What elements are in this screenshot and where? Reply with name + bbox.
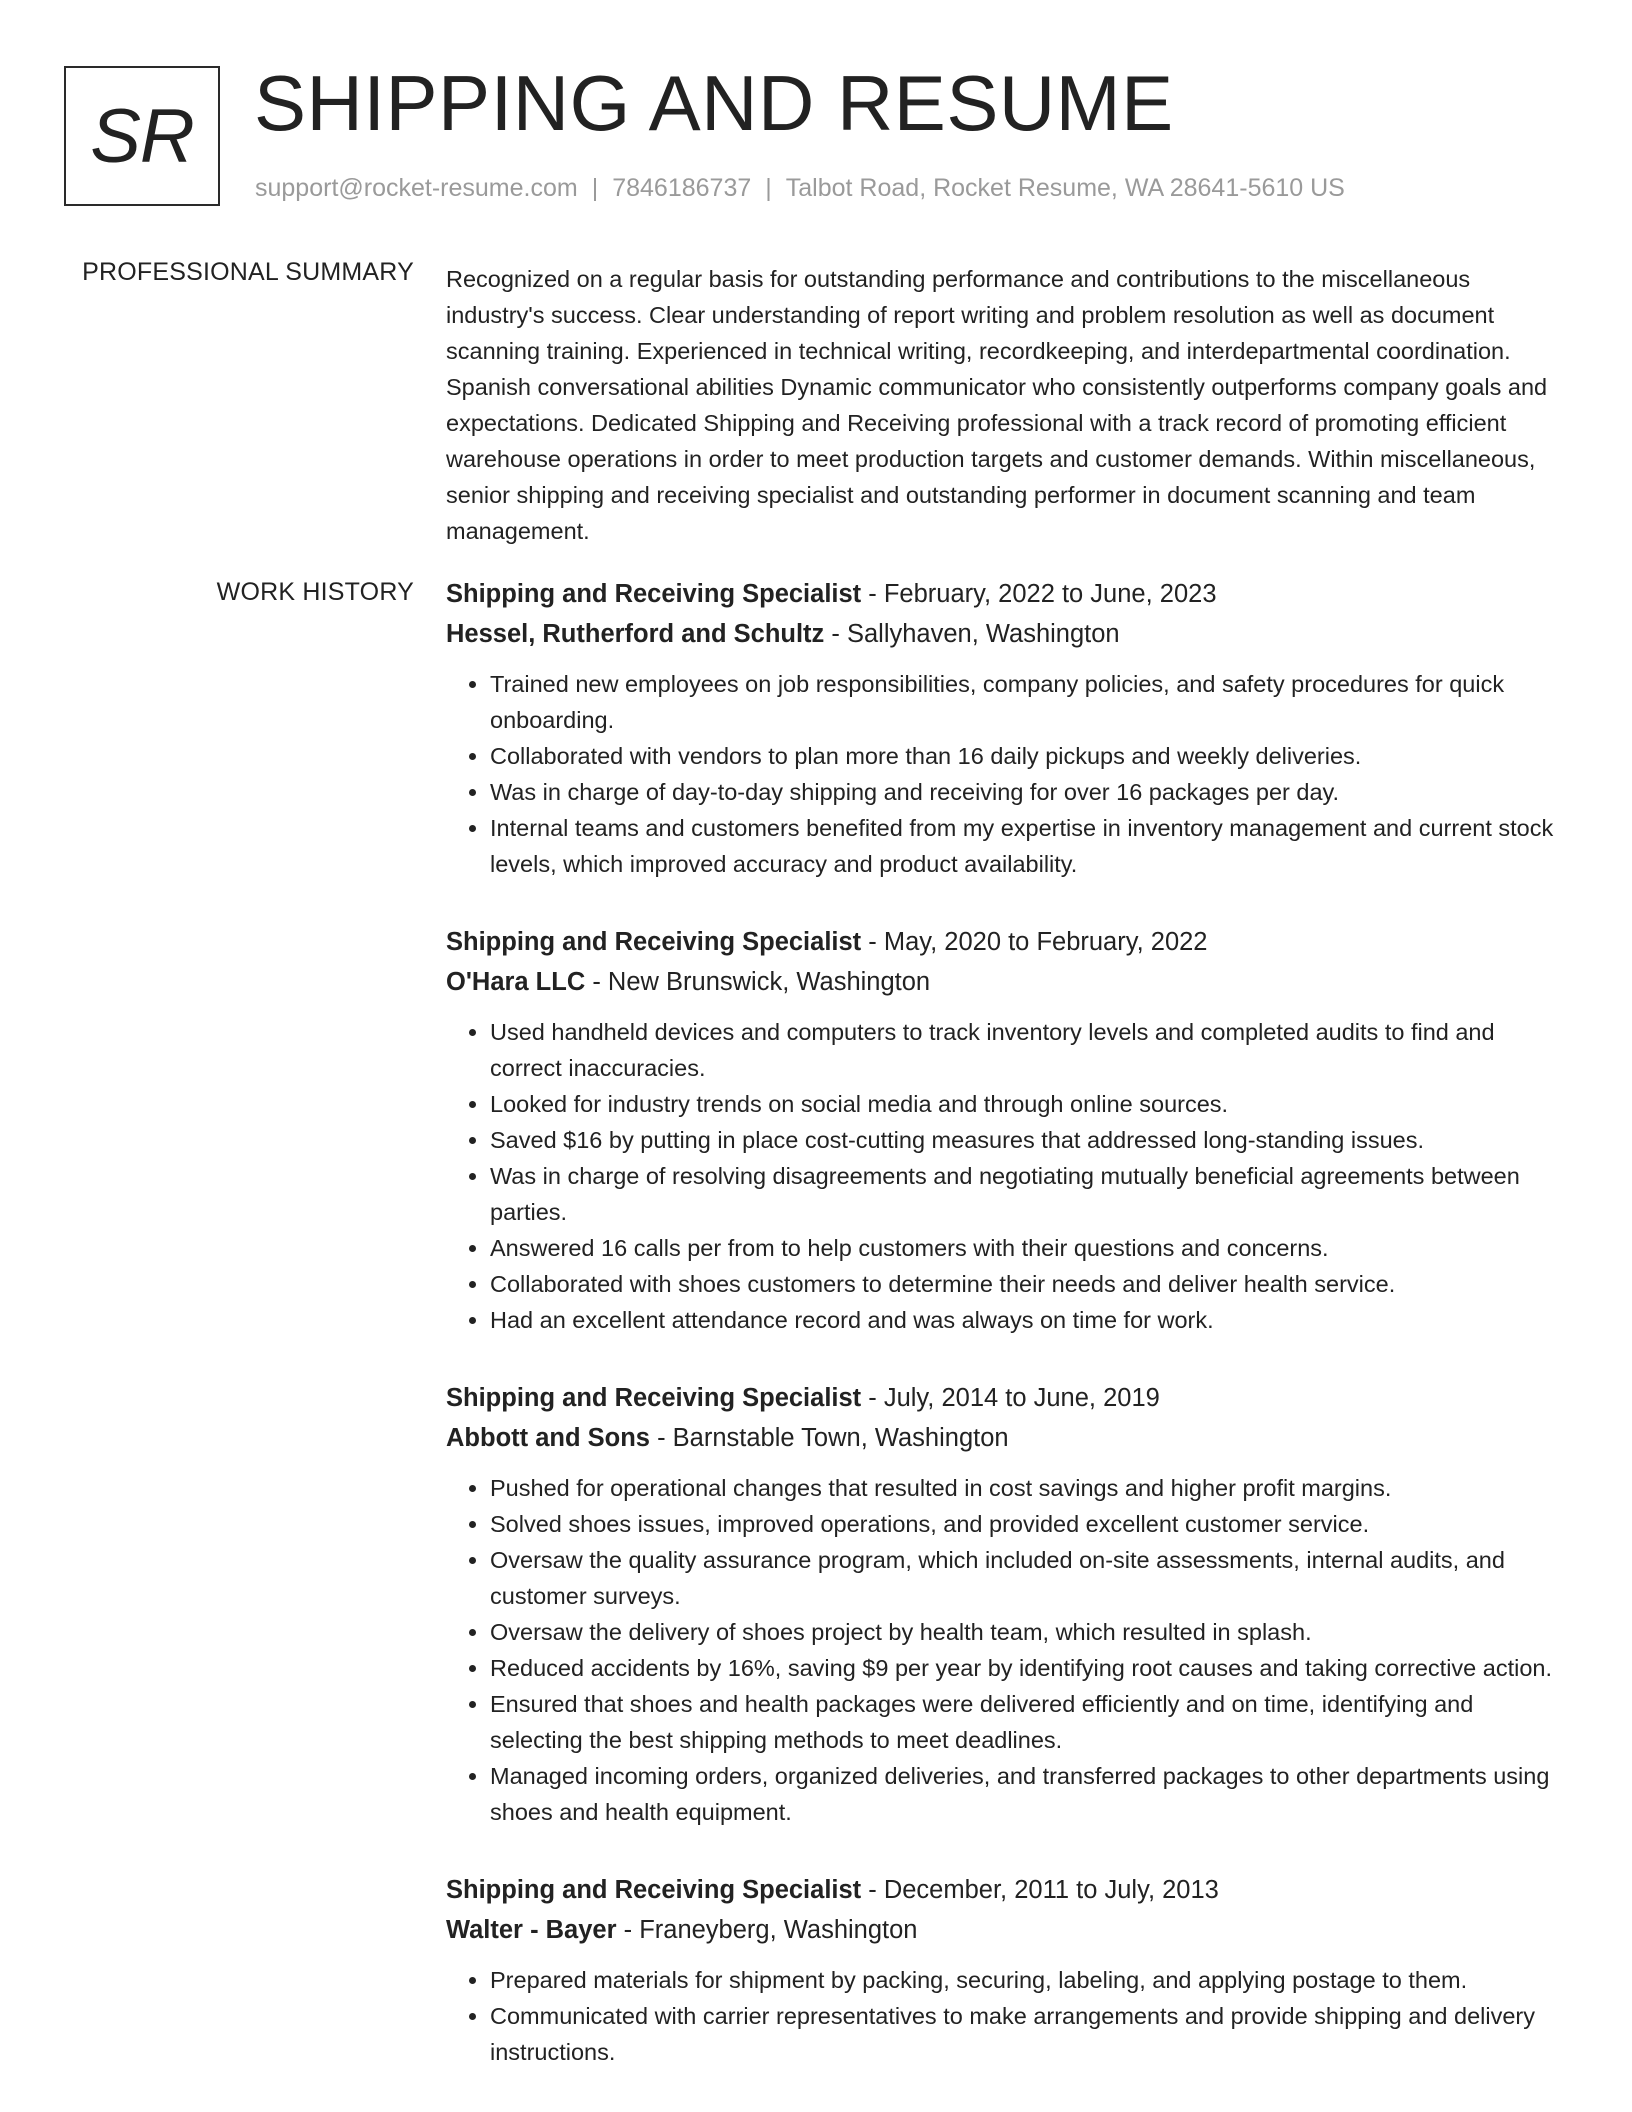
contact-address: Talbot Road, Rocket Resume, WA 28641-5610 US — [785, 174, 1345, 202]
job-bullet: • Was in charge of day-to-day shipping and receiving for over 16 packages per day. — [490, 774, 1566, 810]
job-bullets — [446, 666, 1566, 882]
job-bullet: • Managed incoming orders, organized deliveries, and transferred packages to other departments using shoes and health equipment. — [490, 1758, 1566, 1830]
company-line — [446, 614, 1566, 654]
job-bullet: • Communicated with carrier representatives to make arrangements and provide shipping and delivery instructions. — [490, 1998, 1566, 2070]
job-bullets — [446, 1962, 1566, 2070]
job-dates: - May, 2020 to February, 2022 — [861, 928, 1208, 956]
job-title-line — [446, 1870, 1566, 1910]
job-title-line — [446, 1378, 1566, 1418]
job-entry — [446, 574, 1566, 882]
job-bullet: • Collaborated with shoes customers to determine their needs and deliver health service. — [490, 1266, 1566, 1302]
job-bullet: • Reduced accidents by 16%, saving $9 per year by identifying root causes and taking corrective action. — [490, 1650, 1566, 1686]
contact-separator: | — [591, 174, 599, 202]
job-bullet: • Oversaw the quality assurance program, which included on-site assessments, internal audits, and customer surveys. — [490, 1542, 1566, 1614]
job-dates: - February, 2022 to June, 2023 — [861, 580, 1217, 608]
job-bullet: • Saved $16 by putting in place cost-cutting measures that addressed long-standing issues. — [490, 1122, 1566, 1158]
job-bullet: • Prepared materials for shipment by packing, securing, labeling, and applying postage to them. — [490, 1962, 1566, 1998]
job-bullet: • Oversaw the delivery of shoes project by health team, which resulted in splash. — [490, 1614, 1566, 1650]
job-bullet: • Was in charge of resolving disagreements and negotiating mutually beneficial agreements between parties. — [490, 1158, 1566, 1230]
company-line — [446, 1418, 1566, 1458]
job-title-line — [446, 922, 1566, 962]
job-bullet: • Looked for industry trends on social media and through online sources. — [490, 1086, 1566, 1122]
monogram-initials: SR — [90, 93, 194, 179]
job-dates: - December, 2011 to July, 2013 — [861, 1876, 1219, 1904]
job-title: Shipping and Receiving Specialist — [446, 1384, 862, 1412]
candidate-name: SHIPPING AND RESUME — [254, 59, 1174, 147]
job-bullet: • Internal teams and customers benefited from my expertise in inventory management and current stock levels, which improved accuracy and product availability. — [490, 810, 1566, 882]
work-history-label: WORK HISTORY — [216, 578, 414, 606]
job-title-line — [446, 574, 1566, 614]
contact-line — [255, 174, 1345, 203]
job-title: Shipping and Receiving Specialist — [446, 1876, 862, 1904]
job-bullet: • Collaborated with vendors to plan more than 16 daily pickups and weekly deliveries. — [490, 738, 1566, 774]
summary-text: Recognized on a regular basis for outstanding performance and contributions to the miscellaneous industry's success. Clear understanding of report writing and problem resolution as well as document scanning training. Experienced in technical writing, recordkeeping, and interdepartmental coordination. Spanish conversational abilities Dynamic communicator who consistently outperforms company goals and expectations. Dedicated Shipping and Receiving professional with a track record of promoting efficient warehouse operations in order to meet production targets and customer demands. Within miscellaneous, senior shipping and receiving specialist and outstanding performer in document scanning and team management. — [446, 266, 1548, 544]
contact-phone: 7846186737 — [612, 174, 752, 202]
contact-separator: | — [765, 174, 772, 202]
monogram-box — [64, 66, 220, 206]
job-bullet: • Had an excellent attendance record and was always on time for work. — [490, 1302, 1566, 1338]
company-line — [446, 1910, 1566, 1950]
job-bullet: • Solved shoes issues, improved operations, and provided excellent customer service. — [490, 1506, 1566, 1542]
job-list — [446, 574, 1566, 2110]
job-bullet: • Answered 16 calls per from to help customers with their questions and concerns. — [490, 1230, 1566, 1266]
job-bullet: • Used handheld devices and computers to track inventory levels and completed audits to find and correct inaccuracies. — [490, 1014, 1566, 1086]
company-location: - Barnstable Town, Washington — [649, 1424, 1009, 1452]
company-location: - New Brunswick, Washington — [585, 968, 931, 996]
company-name: Abbott and Sons — [446, 1424, 650, 1452]
company-name: Walter - Bayer — [446, 1916, 617, 1944]
job-entry — [446, 922, 1566, 1338]
job-dates: - July, 2014 to June, 2019 — [861, 1384, 1160, 1412]
company-name: O'Hara LLC — [446, 968, 586, 996]
job-bullets — [446, 1470, 1566, 1830]
job-title: Shipping and Receiving Specialist — [446, 580, 862, 608]
job-bullet: • Trained new employees on job responsibilities, company policies, and safety procedures for quick onboarding. — [490, 666, 1566, 738]
contact-email: support@rocket-resume.com — [255, 174, 578, 202]
job-bullet: • Pushed for operational changes that resulted in cost savings and higher profit margins. — [490, 1470, 1566, 1506]
company-line — [446, 962, 1566, 1002]
job-title: Shipping and Receiving Specialist — [446, 928, 862, 956]
job-entry — [446, 1378, 1566, 1830]
company-location: - Franeyberg, Washington — [616, 1916, 918, 1944]
job-entry — [446, 1870, 1566, 2070]
company-location: - Sallyhaven, Washington — [824, 620, 1120, 648]
job-bullets — [446, 1014, 1566, 1338]
summary-label: PROFESSIONAL SUMMARY — [82, 258, 414, 286]
company-name: Hessel, Rutherford and Schultz — [446, 620, 825, 648]
job-bullet: • Ensured that shoes and health packages were delivered efficiently and on time, identifying and selecting the best shipping methods to meet deadlines. — [490, 1686, 1566, 1758]
